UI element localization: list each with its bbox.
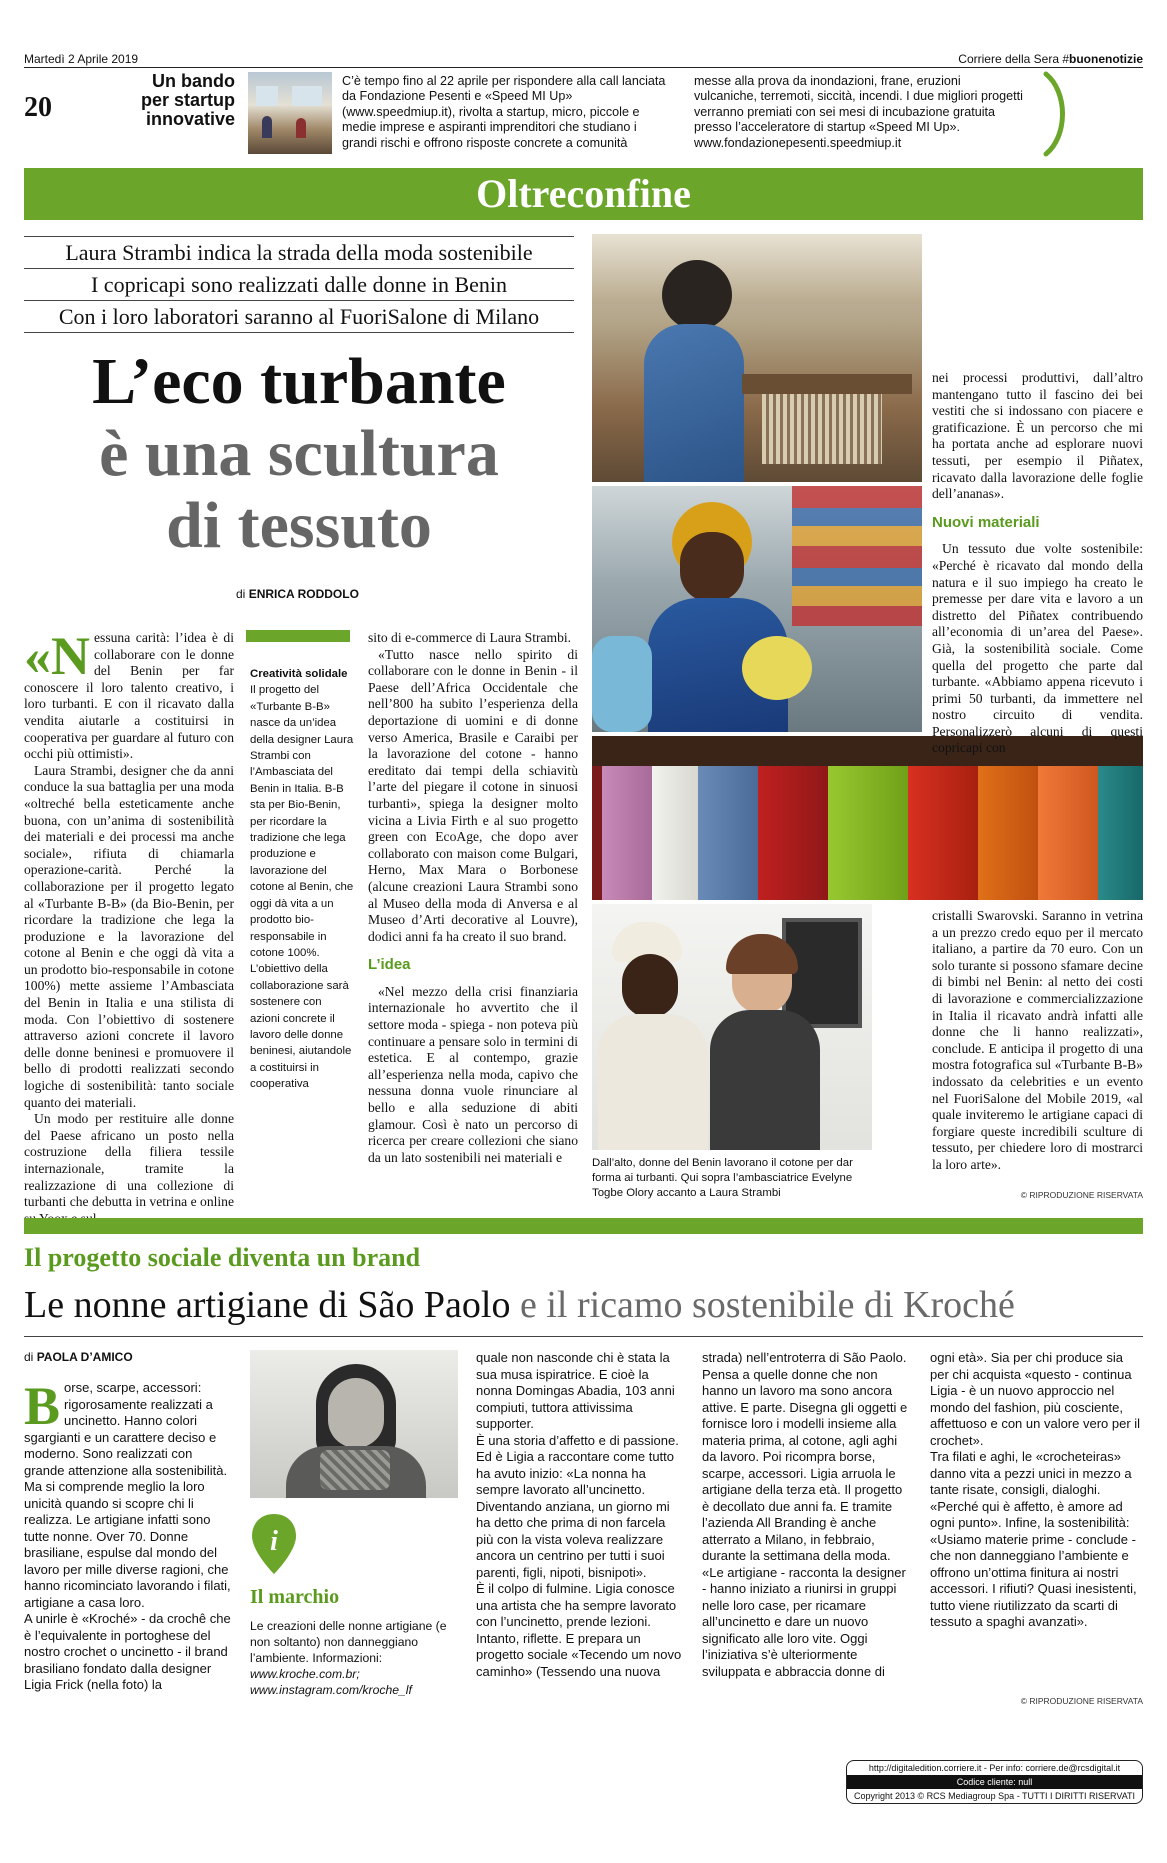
byline-prefix: di <box>24 1350 34 1364</box>
paragraph: sito di e-commerce di Laura Strambi. <box>368 630 572 645</box>
bando-title-line: innovative <box>145 109 235 129</box>
article1-copyright: © RIPRODUZIONE RISERVATA <box>1020 1190 1143 1200</box>
info-box <box>250 1618 458 1698</box>
sidebar-bar <box>246 630 350 642</box>
ambassador-photo <box>592 904 872 1150</box>
kicker-line: I copricapi sono realizzati dalle donne in Benin <box>24 269 574 301</box>
info-link[interactable]: www.instagram.com/kroche_lf <box>250 1683 412 1697</box>
paragraph: Tra filati e aghi, le «crocheteiras» danno vita a pezzi unici in mezzo a tante risate, consigli, dialoghi. «Perché qui è affetto, è amore ad ogni punto». Infine, la sostenibilità: «Usiamo materie prime - conclude - che non danneggiano l’ambiente e offrono un’ottima finitura ai nostri accessori. I rifiuti? Quasi inesistenti, tutto viene riutilizzato da scarti di tessuto a spaghi avanzati». <box>930 1449 1137 1629</box>
sidebar-box <box>250 666 354 1093</box>
masthead-tag: buonenotizie <box>1069 52 1143 66</box>
paragraph: Laura Strambi, designer che da anni conduce la sua battaglia per una moda «oltreché bella esteticamente anche buona, con un’anima di sostenibilità dei materiali e dei processi ma anche sociale», rifiuta di chiamarla operazione-carità. Perché la collaborazione per il progetto legato al «Turbante B-B» (da Bio-Benin, per ricordare la tradizione che lega la produzione e la lavorazione del cotone al Benin e che oggi dà vita a un prodotto bio-responsabile in cotone 100%) mette assieme l’Ambasciata del Benin in Italia e una stilista di moda. Con l’obiettivo di sostenere attraverso azioni concrete il lavoro delle donne beninesi e promuovere il bello di prodotti realizzati secondo logiche di sostenibilità: tanto sociale quanto dei materiali. <box>24 762 234 1110</box>
kicker-line: Con i loro laboratori saranno al FuoriSalone di Milano <box>24 301 574 333</box>
footer-line[interactable]: http://digitaledition.corriere.it - Per info: corriere.de@rcsdigital.it <box>868 1763 1121 1773</box>
paragraph: È una storia d’affetto e di passione. Ed è Ligia a raccontare come tutto ha avuto inizio: «La nonna ha sempre lavorato all’uncinetto. Diventando anziana, un giorno mi ha detto che prima di non farcela più con la vista voleva realizzare ancora un centrino per tutti i suoi parenti, figli, nipoti, bisnipoti». <box>476 1432 679 1580</box>
bracket-icon <box>1040 70 1070 158</box>
subhead-idea: L’idea <box>368 956 411 974</box>
info-title: Il marchio <box>250 1586 340 1608</box>
article1-column-4c <box>932 908 1143 1174</box>
article2-copyright: © RIPRODUZIONE RISERVATA <box>1020 1696 1143 1706</box>
article1-column-4a <box>932 370 1143 757</box>
kicker-line: Laura Strambi indica la strada della moda sostenibile <box>24 237 574 269</box>
article2-kicker: Il progetto sociale diventa un brand <box>24 1243 421 1272</box>
paragraph: A unirle è «Kroché» - da crochê che è l’equivalente in portoghese del nostro crochet o uncinetto - il brand brasiliano fondato dalla designer Ligia Frick (nella foto) la <box>24 1611 231 1692</box>
article1-byline <box>236 587 359 601</box>
digital-edition-footer <box>846 1760 1143 1804</box>
yarn-photo <box>592 736 1143 900</box>
photo-caption: Dall’alto, donne del Benin lavorano il cotone per dar forma ai turbanti. Qui sopra l’ambasciatrice Evelyne Togbe Olory accanto a Laura Strambi <box>592 1157 853 1199</box>
section-bar <box>24 168 1143 220</box>
paragraph: nei processi produttivi, dall’altro mantengano tutto il fascino dei bei vestiti che si indossano con piacere e gratificazione. È un percorso che mi ha portata anche ad esplorare nuovi tessuti, per esempio il Piñatex, ricavato dalla lavorazione delle foglie dell’ananas». <box>932 370 1143 502</box>
paragraph: essuna carità: l’idea è di collaborare con le donne del Benin per far conoscere il loro talento creativo, i loro turbanti. E con il ricavato dalla vendita aiutarle a costituirsi in cooperativa per guardare al futuro con occhi più ottimisti». <box>24 630 234 762</box>
bando-text-col2: messe alla prova da inondazioni, frane, eruzioni vulcaniche, terremoti, siccità, incendi. I due migliori progetti verranno premiati con sei mesi di incubazione gratuita presso l’acceleratore di startup «Speed MI Up». www.fondazionepesenti.speedmiup.it <box>694 74 1023 150</box>
paragraph: orse, scarpe, accessori: rigorosamente realizzati a uncinetto. Hanno colori sgargianti e un carattere deciso e moderno. Sono realizzati con grande attenzione alla sostenibilità. Ma si comprende meglio la loro unicità quando si scopre chi li realizza. Le artigiane infatti sono tutte nonne. Over 70. Donne brasiliane, espulse dal mondo del lavoro per mille diverse ragioni, che hanno ricominciato lavorando i filati, artigiane a casa loro. <box>24 1380 231 1610</box>
bando-title-line: Un bando <box>152 71 235 91</box>
article2-column-3 <box>476 1350 686 1680</box>
bando-text-col1: C’è tempo fino al 22 aprile per rispondere alla call lanciata da Fondazione Pesenti e «Speed MI Up» (www.speedmiup.it), rivolta a startup, micro, piccole e medie imprese e aspiranti imprenditori che studiano i grandi rischi e offrono risposte concrete a comunità <box>342 74 666 150</box>
article2-headline <box>24 1282 1143 1328</box>
turban-artisan-photo <box>592 486 922 732</box>
paragraph: quale non nasconde chi è stata la sua musa ispiratrice. E cioè la nonna Domingas Abadia, 103 anni compiuti, tuttora attivissima supporter. <box>476 1350 675 1431</box>
dropcap: B <box>24 1376 61 1436</box>
paragraph: Un modo per restituire alle donne del Paese africano un posto nella costruzione della filiera tessile internazionale, tramite la realizzazione di una collezione di turbanti che debutta in vetrina e online <box>24 1111 234 1210</box>
svg-text:i: i <box>270 1526 278 1557</box>
info-link[interactable]: www.kroche.com.br; <box>250 1667 360 1681</box>
sidebar-title: Creatività solidale <box>250 668 348 680</box>
paragraph: «Le artigiane - racconta la designer - hanno iniziato a riunirsi in gruppi nelle loro case, per ricamare all’uncinetto e dare un nuovo significato alle loro vite. Oggi l’iniziativa s’è ulteriormente sviluppata e abbraccia donne di <box>702 1564 906 1679</box>
paragraph: ogni età». Sia per chi produce sia per chi acquista «questo - continua Ligia - è un nuovo approccio nel mondo del fashion, più cosciente, affettuoso e con un valore vero per il crochet». <box>930 1350 1141 1448</box>
footer-line: Codice cliente: null <box>847 1775 1142 1789</box>
paragraph: «Nel mezzo della crisi finanziaria internazionale ho avvertito che il settore moda - spiega - non poteva più continuare a pensare solo in termini di estetica. E al contempo, grazie all’esperienza nella moda, capivo che nessuna donna vuole rinunciare al bello e alla seduzione di abiti glamour. Così è nato un percorso di ricerca per creare collezioni che siano da un lato sostenibili nei materiali e <box>368 983 578 1165</box>
subhead-materiali: Nuovi materiali <box>932 513 1040 531</box>
article1-kicker <box>24 236 574 333</box>
info-pin-icon <box>250 1512 298 1576</box>
footer-line: Copyright 2013 © RCS Mediagroup Spa - TUTTI I DIRITTI RISERVATI <box>853 1791 1136 1801</box>
dropcap: «N <box>24 626 90 686</box>
headline-main: Le nonne artigiane di São Paolo <box>24 1284 511 1326</box>
paragraph: «Tutto nasce nello spirito di collaborare con le donne in Benin - il Paese dell’Africa Occidentale che nell’800 ha subito l’esperienza della deportazione di uomini e di donne verso America, Brasile e Caraibi per la lavorazione del cotone - hanno ereditato dai tempi della schiavitù l’arte del piegare il cotone in sinuosi turbanti», spiega la designer molto vicina a Livia Firth e al suo progetto green con EcoAge, che dopo aver collaborato con maison come Bulgari, Herno, Max Mara o Borbonese (alcune creazioni Laura Strambi sono al Museo della moda di Anversa e al Museo d’Arti decorative al Louvre), dodici anni fa ha creato il suo brand. <box>368 646 578 944</box>
paragraph: Un tessuto due volte sostenibile: «Perché è ricavato dal mondo della natura e il suo impiego ha creato le premesse per dare vita e lavoro a un distretto del Piñatex contribuendo all’economia di un’area del Paese». Già, la sostenibilità sociale. Come quella del progetto che parte dal turbante. «Abbiamo appena ricevuto i primi 50 turbanti, da immettere nel nostro circuito di vendita. Personalizzerò alcuni di questi copricapi con <box>932 541 1143 756</box>
paragraph: È il colpo di fulmine. Ligia conosce una artista che ha sempre lavorato con l’uncinetto, prende lezioni. Intanto, riflette. E prepara un progetto sociale «Tecendo um novo caminho» (Tessendo una nuova <box>476 1581 682 1679</box>
article2-byline <box>24 1350 133 1364</box>
masthead <box>958 52 1143 66</box>
masthead-prefix: Corriere della Sera # <box>958 52 1069 66</box>
article2-column-5 <box>930 1350 1143 1631</box>
headline-line: è una scultura <box>99 417 499 490</box>
bando-title <box>120 72 235 129</box>
bando-title-line: per startup <box>140 90 235 110</box>
ligia-frick-photo <box>250 1350 458 1498</box>
headline-line: L’eco turbante <box>92 345 506 418</box>
article1-headline <box>24 346 574 562</box>
article2-bar <box>24 1218 1143 1234</box>
article1-column-3 <box>368 630 578 1166</box>
issue-date: Martedì 2 Aprile 2019 <box>24 52 139 66</box>
weaving-photo <box>592 234 922 482</box>
headline-line: di tessuto <box>166 489 432 562</box>
byline-name: ENRICA RODDOLO <box>248 587 359 601</box>
section-title: Oltreconfine <box>476 171 691 216</box>
paragraph: strada) nell’entroterra di São Paolo. Pensa a quelle donne che non hanno un lavoro ma sono ancora attive. E parte. Disegna gli oggetti e fornisce loro i modelli insieme alla materia prima, al cotone, agli aghi da lavoro. Poi ricompra borse, scarpe, accessori. Ligia arruola le artigiane della terza età. Il progetto è decollato due anni fa. E tramite l’azienda All Branding è anche atterrato a Milano, in febbraio, durante la settimana della moda. <box>702 1350 908 1563</box>
byline-prefix: di <box>236 587 246 601</box>
article1-column-1 <box>24 626 234 1227</box>
article2-column-4 <box>702 1350 912 1680</box>
startup-office-photo <box>248 72 332 154</box>
info-text: Le creazioni delle nonne artigiane (e non soltanto) non danneggiano l’ambiente. Informazioni: <box>250 1619 447 1665</box>
sidebar-text: Il progetto del «Turbante B-B» nasce da un’idea della designer Laura Strambi con l’Ambasciata del Benin in Italia. B-B sta per Bio-Benin, per ricordare la tradizione che lega produzione e lavorazione del cotone al Benin, che oggi dà vita a un prodotto bio-responsabile in cotone 100%. L’obiettivo della collaborazione sarà sostenere con azioni concrete il lavoro delle donne beninesi, aiutandole a costituirsi in cooperativa <box>250 684 354 1091</box>
article2-column-1 <box>24 1376 234 1694</box>
byline-name: PAOLA D’AMICO <box>36 1350 133 1364</box>
page-number: 20 <box>24 92 52 123</box>
paragraph: cristalli Swarovski. Saranno in vetrina a un prezzo credo equo per il mercato italiano, a partire da 70 euro. Con un solo turante si possono sfamare decine di bimbi nel Benin: al netto dei costi di lavorazione e commercializzazione in Italia il ricavato andrà infatti alle donne che li hanno realizzati», conclude. E anticipa il progetto di una mostra fotografica sul «Turbante B-B» indossato da celebrities e un evento nel FuoriSalone del Mobile 2019, «al quale inviteremo le artigiane capaci di forgiare queste incredibili sculture di tessuto, per chiedere loro di mostrarci la loro arte». <box>932 908 1143 1172</box>
headline-rest: e il ricamo sostenibile di Kroché <box>510 1284 1015 1326</box>
